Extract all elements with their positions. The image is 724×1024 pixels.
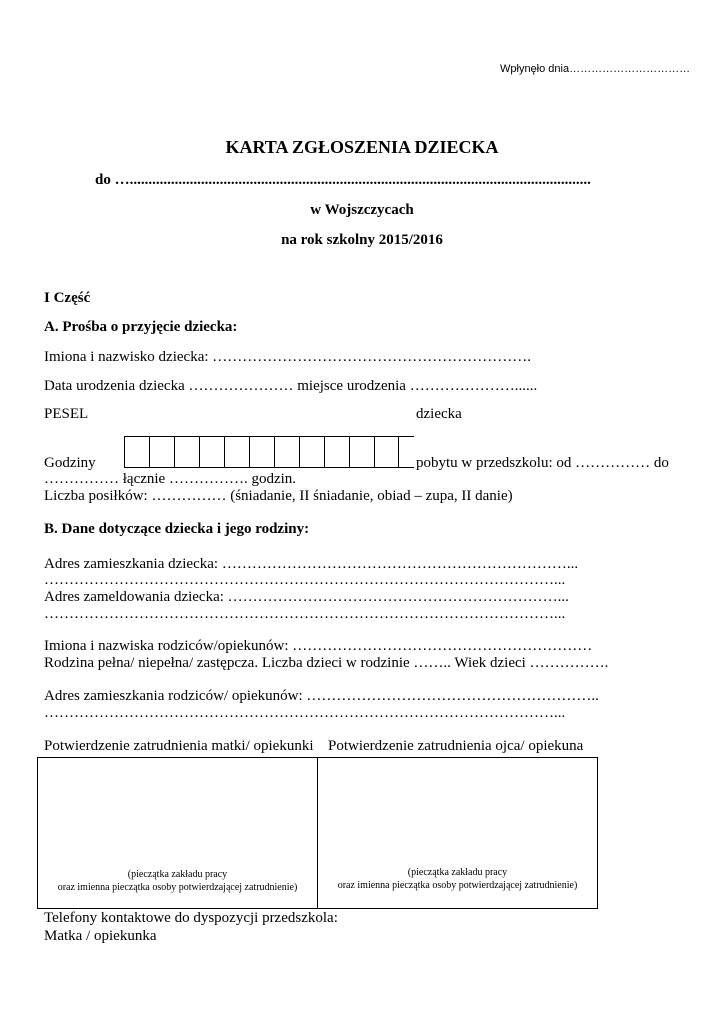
section-a-heading: A. Prośba o przyjęcie dziecka: [44, 319, 238, 335]
family-field: Rodzina pełna/ niepełna/ zastępcza. Liczba dzieci w rodzinie …….. Wiek dzieci ……………. [44, 655, 609, 671]
registration-address-cont: …………………………………………………………………………………………... [44, 606, 566, 622]
parents-names-field: Imiona i nazwiska rodziców/opiekunów: …………………………………………………… [44, 638, 593, 654]
pesel-suffix: dziecka [416, 406, 462, 422]
mother-stamp-note [38, 868, 317, 894]
pesel-cell [124, 437, 149, 467]
pesel-cell [149, 437, 174, 467]
school-year-line: na rok szkolny 2015/2016 [281, 232, 443, 248]
pesel-label: PESEL [44, 406, 89, 422]
pesel-cell [174, 437, 199, 467]
employment-confirmation-boxes [37, 757, 598, 909]
child-name-field: Imiona i nazwisko dziecka: ………………………………………………………. [44, 349, 532, 365]
meals-field: Liczba posiłków: …………… (śniadanie, II śniadanie, obiad – zupa, II danie) [44, 488, 513, 504]
father-stamp-note [318, 866, 597, 892]
hours-from-to: pobytu w przedszkolu: od …………… do [416, 455, 669, 471]
stamp-note-line1: (pieczątka zakładu pracy [407, 867, 508, 878]
mother-employment-label: Potwierdzenie zatrudnienia matki/ opiekunki [44, 738, 314, 754]
pesel-cell [249, 437, 274, 467]
pesel-cell [274, 437, 299, 467]
father-employment-box [317, 758, 597, 908]
father-employment-label: Potwierdzenie zatrudnienia ojca/ opiekuna [328, 738, 584, 754]
stamp-note-line2: oraz imienna pieczątka osoby potwierdzającej zatrudnienie) [337, 880, 578, 891]
section-b-heading: B. Dane dotyczące dziecka i jego rodziny: [44, 521, 310, 537]
form-title: KARTA ZGŁOSZENIA DZIECKA [225, 137, 499, 157]
pesel-cell [374, 437, 399, 467]
stamp-note-line2: oraz imienna pieczątka osoby potwierdzającej zatrudnienie) [57, 882, 298, 893]
stamp-note-line1: (pieczątka zakładu pracy [127, 869, 228, 880]
parents-address-field: Adres zamieszkania rodziców/ opiekunów: ………………………………………………….. [44, 688, 599, 704]
registration-address-field: Adres zameldowania dziecka: …………………………………………………………... [44, 589, 569, 605]
received-date-field: Wpłynęło dnia…………………………… [500, 63, 691, 75]
pesel-cell [299, 437, 324, 467]
hours-total: …………… łącznie ……………. godzin. [44, 471, 297, 487]
part1-heading: I Część [44, 290, 91, 306]
mother-employment-box [38, 758, 317, 908]
kindergarten-name-line: do …........................................................................................................................... [95, 172, 591, 188]
hours-label: Godziny [44, 455, 96, 471]
pesel-cell [349, 437, 374, 467]
pesel-cell [199, 437, 224, 467]
child-address-field: Adres zamieszkania dziecka: ……………………………………………………………... [44, 556, 579, 572]
location-line: w Wojszczycach [310, 202, 414, 218]
contact-heading: Telefony kontaktowe do dyspozycji przedszkola: [44, 910, 338, 926]
birth-field: Data urodzenia dziecka ………………… miejsce urodzenia …………………...... [44, 378, 538, 394]
pesel-cell [324, 437, 349, 467]
pesel-grid [124, 436, 414, 468]
parents-address-cont: …………………………………………………………………………………………... [44, 705, 566, 721]
pesel-cell [224, 437, 249, 467]
mother-contact-label: Matka / opiekunka [44, 928, 157, 944]
child-address-cont: …………………………………………………………………………………………... [44, 572, 566, 588]
